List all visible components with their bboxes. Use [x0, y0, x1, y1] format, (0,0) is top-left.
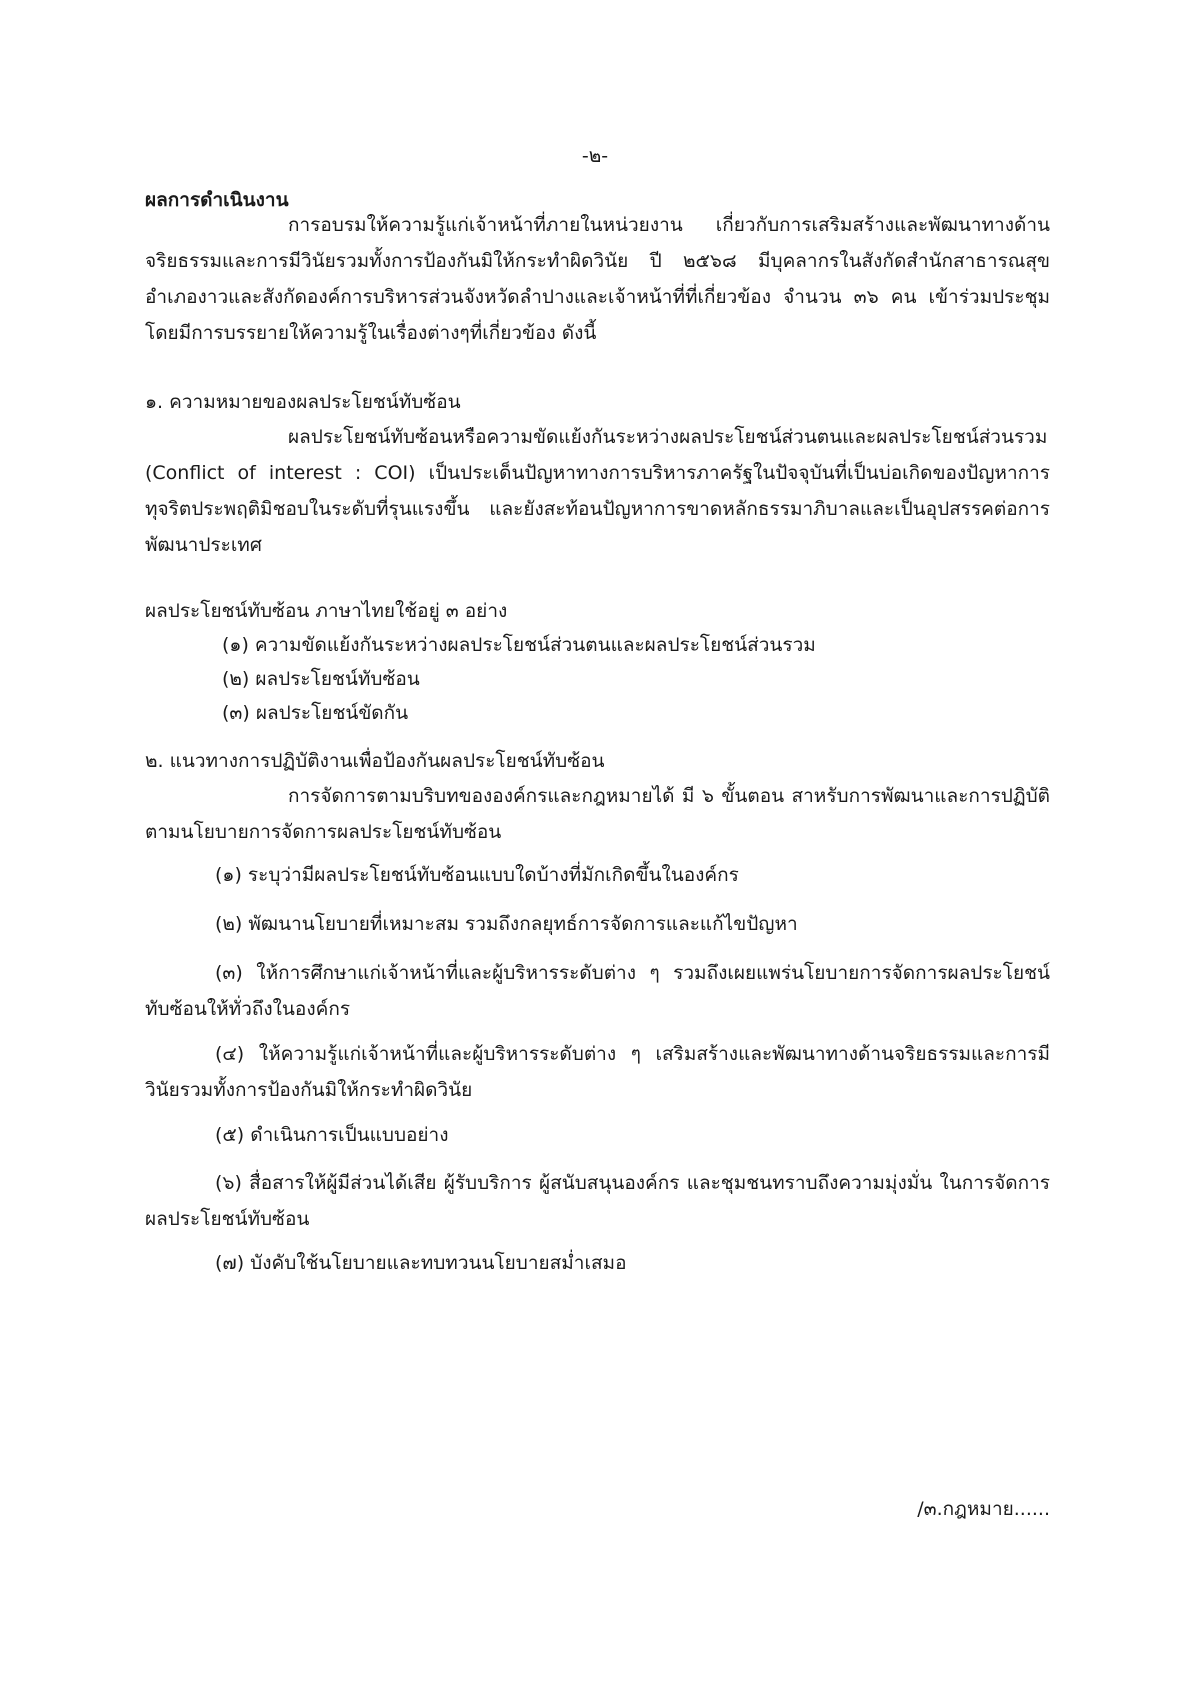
section2-step — [145, 1117, 1050, 1153]
section1-list-intro: ผลประโยชน์ทับซ้อน ภาษาไทยใช้อยู่ ๓ อย่าง — [145, 600, 508, 622]
intro-paragraph — [145, 207, 1050, 351]
section1-list-item: (๒) ผลประโยชน์ทับซ้อน — [222, 668, 420, 690]
section2-step — [145, 857, 1050, 893]
step-text: (๖) สื่อสารให้ผู้มีส่วนได้เสีย ผู้รับบริการ ผู้สนับสนุนองค์กร และชุมชนทราบถึงความมุ่งมั่น ในการจัดการผลประโยชน์ทับซ้อน — [145, 1172, 1050, 1230]
step-text: (๓) ให้การศึกษาแก่เจ้าหน้าที่และผู้บริหารระดับต่าง ๆ รวมถึงเผยแพร่นโยบายการจัดการผลประโยชน์ทับซ้อนให้ทั่วถึงในองค์กร — [145, 962, 1050, 1020]
section1-title: ๑. ความหมายของผลประโยชน์ทับซ้อน — [145, 391, 461, 413]
section2-step — [145, 906, 1050, 942]
section1-paragraph — [145, 419, 1050, 563]
section2-step — [145, 955, 1050, 1027]
step-text: (๗) บังคับใช้นโยบายและทบทวนนโยบายสม่ำเสมอ — [215, 1252, 627, 1274]
step-text: (๔) ให้ความรู้แก่เจ้าหน้าที่และผู้บริหารระดับต่าง ๆ เสริมสร้างและพัฒนาทางด้านจริยธรรมและการมีวินัยรวมทั้งการป้องกันมิให้กระทำผิดวินัย — [145, 1043, 1050, 1101]
step-text: (๒) พัฒนานโยบายที่เหมาะสม รวมถึงกลยุทธ์การจัดการและแก้ไขปัญหา — [215, 913, 798, 935]
continuation-reference: /๓.กฎหมาย...... — [917, 1498, 1050, 1520]
step-text: (๕) ดำเนินการเป็นแบบอย่าง — [215, 1124, 449, 1146]
section2-title: ๒. แนวทางการปฏิบัติงานเพื่อป้องกันผลประโยชน์ทับซ้อน — [145, 750, 605, 772]
section1-text: ผลประโยชน์ทับซ้อนหรือความขัดแย้งกันระหว่างผลประโยชน์ส่วนตนและผลประโยชน์ส่วนรวม (Conflict of interest : COI) เป็นประเด็นปัญหาทางการบริหารภาครัฐในปัจจุบันที่เป็นบ่อเกิดของปัญหาการทุจริตประพฤติมิชอบในระดับที่รุนแรงขึ้น และยังสะท้อนปัญหาการขาดหลักธรรมาภิบาลและเป็นอุปสรรคต่อการพัฒนาประเทศ — [145, 426, 1050, 556]
section2-step — [145, 1036, 1050, 1108]
section2-step — [145, 1245, 1050, 1281]
section-heading: ผลการดำเนินงาน — [145, 189, 289, 211]
section1-list-item: (๓) ผลประโยชน์ขัดกัน — [222, 702, 409, 724]
section1-list-item: (๑) ความขัดแย้งกันระหว่างผลประโยชน์ส่วนตนและผลประโยชน์ส่วนรวม — [222, 634, 816, 656]
section2-text: การจัดการตามบริบทขององค์กรและกฎหมายได้ มี ๖ ขั้นตอน สาหรับการพัฒนาและการปฏิบัติตามนโยบายการจัดการผลประโยชน์ทับซ้อน — [145, 785, 1050, 843]
page-number: -๒- — [581, 145, 609, 167]
section2-step — [145, 1165, 1050, 1237]
section2-paragraph — [145, 778, 1050, 850]
intro-text: การอบรมให้ความรู้แก่เจ้าหน้าที่ภายในหน่วยงาน เกี่ยวกับการเสริมสร้างและพัฒนาทางด้านจริยธรรมและการมีวินัยรวมทั้งการป้องกันมิให้กระทำผิดวินัย ปี ๒๕๖๘ มีบุคลากรในสังกัดสำนักสาธารณสุขอำเภองาวและสังกัดองค์การบริหารส่วนจังหวัดลำปางและเจ้าหน้าที่ที่เกี่ยวข้อง จำนวน ๓๖ คน เข้าร่วมประชุม โดยมีการบรรยายให้ความรู้ในเรื่องต่างๆที่เกี่ยวข้อง ดังนี้ — [145, 214, 1050, 344]
step-text: (๑) ระบุว่ามีผลประโยชน์ทับซ้อนแบบใดบ้างที่มักเกิดขึ้นในองค์กร — [215, 864, 739, 886]
